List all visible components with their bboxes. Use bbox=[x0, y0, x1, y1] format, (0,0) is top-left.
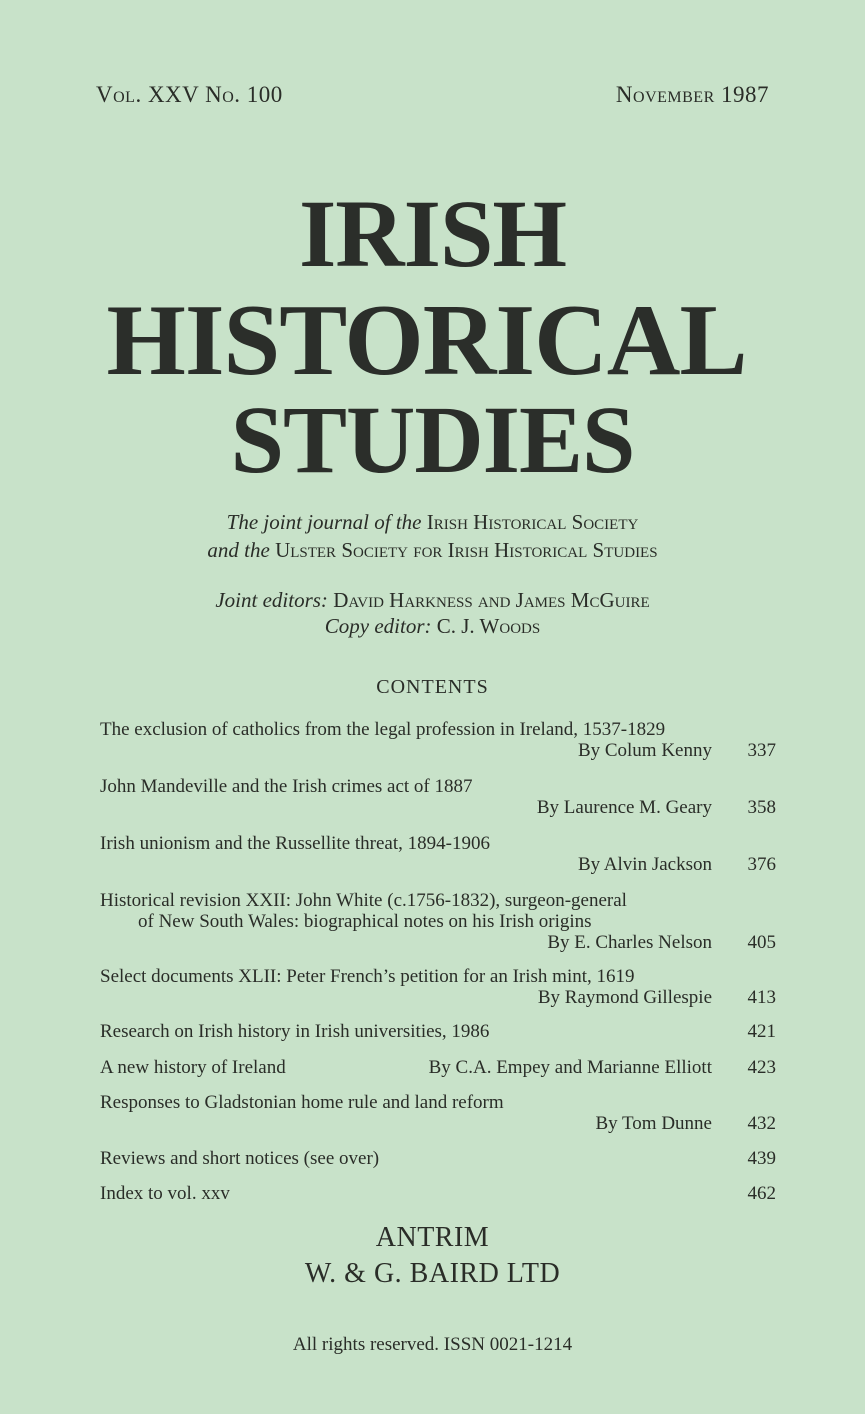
issue-date: November 1987 bbox=[615, 82, 769, 107]
toc-title: Index to vol. xxv bbox=[100, 1183, 230, 1204]
toc-title: Historical revision XXII: John White (c.1756-1832), surgeon-general bbox=[100, 890, 627, 911]
toc-entry-9 bbox=[100, 1148, 776, 1169]
toc-author-row bbox=[100, 932, 776, 953]
toc-row bbox=[100, 1057, 776, 1078]
toc-page: 423 bbox=[747, 1057, 776, 1078]
toc-author-row bbox=[100, 740, 776, 761]
toc-entry-4 bbox=[100, 890, 776, 953]
subtitle-italic-1: The joint journal of the bbox=[226, 510, 422, 534]
publisher-place: ANTRIM bbox=[375, 1222, 490, 1253]
toc-title: Select documents XLII: Peter French’s petition for an Irish mint, 1619 bbox=[100, 966, 635, 987]
toc-author-row bbox=[100, 854, 776, 875]
toc-title: Responses to Gladstonian home rule and land reform bbox=[100, 1092, 504, 1113]
toc-title: Irish unionism and the Russellite threat, 1894-1906 bbox=[100, 833, 490, 854]
society-name-2: Ulster Society for Irish Historical Studies bbox=[275, 538, 658, 562]
joint-editors-names: David Harkness and James McGuire bbox=[333, 588, 650, 612]
contents-heading: CONTENTS bbox=[376, 676, 489, 698]
toc-author: By Colum Kenny bbox=[577, 740, 712, 761]
rights-issn: All rights reserved. ISSN 0021-1214 bbox=[292, 1334, 573, 1355]
toc-title: John Mandeville and the Irish crimes act of 1887 bbox=[100, 776, 473, 797]
toc-author: By Tom Dunne bbox=[595, 1113, 712, 1134]
toc-author: By E. Charles Nelson bbox=[547, 932, 712, 953]
toc-author-row bbox=[100, 797, 776, 818]
toc-entry-10 bbox=[100, 1183, 776, 1204]
toc-page: 421 bbox=[747, 1021, 776, 1042]
toc-title-continued: of New South Wales: biographical notes on his Irish origins bbox=[138, 911, 592, 932]
toc-entry-7 bbox=[100, 1057, 776, 1078]
toc-page: 439 bbox=[747, 1148, 776, 1169]
volume-number: Vol. XXV No. 100 bbox=[96, 82, 283, 107]
toc-entry-6 bbox=[100, 1021, 776, 1042]
toc-author: By C.A. Empey and Marianne Elliott bbox=[428, 1057, 712, 1078]
toc-author: By Alvin Jackson bbox=[577, 854, 712, 875]
toc-entry-2 bbox=[100, 776, 776, 818]
copy-editor-label: Copy editor: bbox=[324, 614, 432, 638]
toc-title: Reviews and short notices (see over) bbox=[100, 1148, 380, 1169]
joint-editors bbox=[0, 586, 865, 614]
toc-row bbox=[100, 1148, 776, 1169]
toc-title: The exclusion of catholics from the legal profession in Ireland, 1537-1829 bbox=[100, 719, 666, 740]
title-line-1: IRISH bbox=[298, 180, 567, 287]
toc-page: 405 bbox=[747, 932, 776, 953]
joint-editors-label: Joint editors: bbox=[215, 588, 328, 612]
toc-author: By Raymond Gillespie bbox=[537, 987, 712, 1008]
toc-author: By Laurence M. Geary bbox=[536, 797, 712, 818]
toc-entry-8 bbox=[100, 1092, 776, 1134]
society-name-1: Irish Historical Society bbox=[426, 510, 639, 534]
subtitle-italic-2: and the bbox=[207, 538, 270, 562]
toc-page: 432 bbox=[747, 1113, 776, 1134]
toc-entry-1 bbox=[100, 719, 776, 761]
title-line-3: STUDIES bbox=[230, 386, 635, 493]
toc-page: 337 bbox=[747, 740, 776, 761]
toc-page: 358 bbox=[747, 797, 776, 818]
toc-author-row bbox=[100, 987, 776, 1008]
toc-entry-5 bbox=[100, 966, 776, 1008]
subtitle-line-2 bbox=[0, 536, 865, 564]
toc-page: 413 bbox=[747, 987, 776, 1008]
toc-title: A new history of Ireland bbox=[100, 1057, 286, 1078]
toc-entry-3 bbox=[100, 833, 776, 875]
copy-editor-name: C. J. Woods bbox=[436, 614, 541, 638]
publisher-name: W. & G. BAIRD LTD bbox=[304, 1258, 561, 1289]
toc-author-row bbox=[100, 1113, 776, 1134]
toc-row bbox=[100, 1183, 776, 1204]
toc-title: Research on Irish history in Irish universities, 1986 bbox=[100, 1021, 490, 1042]
title-line-2: HISTORICAL bbox=[106, 284, 747, 397]
toc-page: 376 bbox=[747, 854, 776, 875]
copy-editor bbox=[0, 612, 865, 640]
toc-page: 462 bbox=[747, 1183, 776, 1204]
toc-row bbox=[100, 1021, 776, 1042]
subtitle-line-1 bbox=[0, 508, 865, 536]
